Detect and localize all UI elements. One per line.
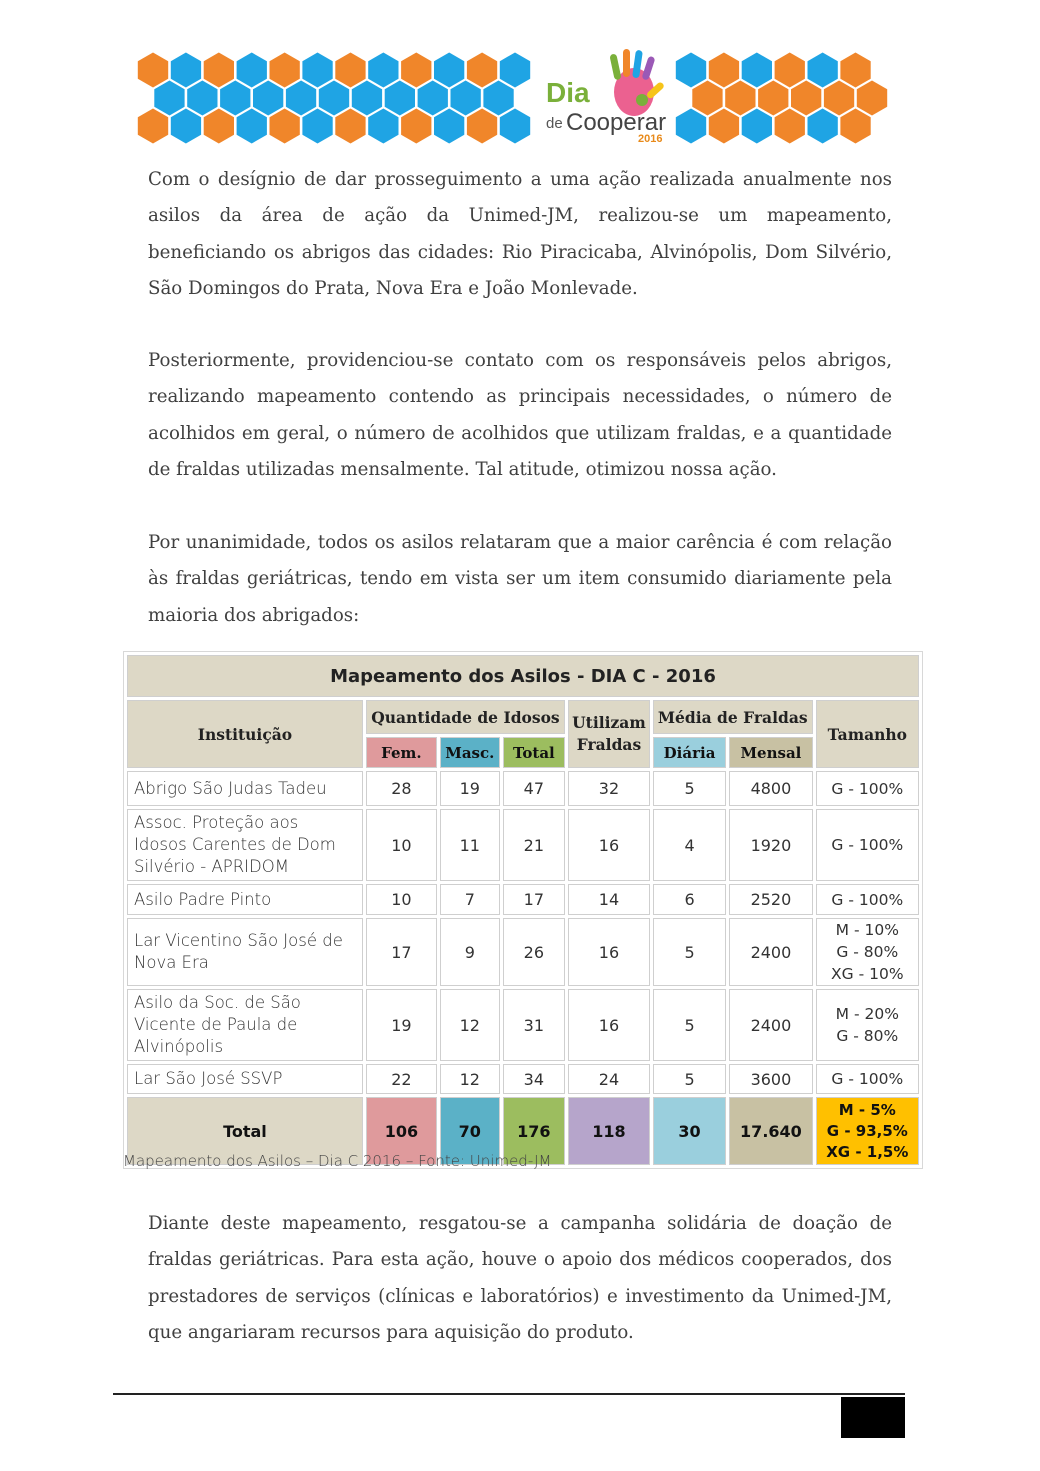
hexagon-pattern-left — [138, 53, 530, 144]
logo-cooperar-text: Cooperar — [566, 109, 667, 136]
cell-diaria: 5 — [653, 1064, 726, 1094]
cell-diaria: 6 — [653, 884, 726, 915]
hexagon-cell — [451, 81, 481, 116]
hand-logo-icon — [609, 49, 665, 116]
hexagon-cell — [220, 81, 250, 116]
cell-instituicao: Assoc. Proteção aos Idosos Carentes de Dom Silvério - APRIDOM — [127, 809, 363, 881]
hexagon-cell — [368, 53, 398, 88]
cell-masc: 11 — [440, 809, 500, 881]
cell-utilizam: 16 — [568, 918, 650, 986]
cell-fem: 10 — [366, 884, 437, 915]
hexagon-cell — [758, 81, 788, 116]
cell-tamanho: M - 20% G - 80% — [816, 989, 919, 1061]
cell-instituicao: Lar Vicentino São José de Nova Era — [127, 918, 363, 986]
logo-year-text: 2016 — [638, 133, 663, 145]
cell-fem: 17 — [366, 918, 437, 986]
total-diaria: 30 — [653, 1097, 726, 1165]
cell-total: 31 — [503, 989, 565, 1061]
paragraph-intro: Com o desígnio de dar prosseguimento a uma ação realizada anualmente nos asilos da área de ação da Unimed-JM, realizou-se um mapeamento, beneficiando os abrigos das cidades: Rio Piracicaba, Alvinópolis, Dom Silvério, São Domingos do Prata, Nova Era e João Monlevade. — [148, 169, 892, 299]
total-mensal: 17.640 — [729, 1097, 812, 1165]
cell-total: 47 — [503, 771, 565, 806]
header-tamanho: Tamanho — [816, 700, 919, 768]
paragraph-contact: Posteriormente, providenciou-se contato com os responsáveis pelos abrigos, realizando mapeamento contendo as principais necessidades, o número de acolhidos em geral, o número de acolhidos que utilizam fraldas, e a quantidade de fraldas utilizadas mensalmente. Tal atitude, otimizou nossa ação. — [148, 350, 892, 480]
hexagon-cell — [824, 81, 854, 116]
cell-masc: 19 — [440, 771, 500, 806]
table-row — [127, 918, 919, 986]
hexagon-cell — [775, 53, 805, 88]
hexagon-cell — [270, 53, 300, 88]
hexagon-cell — [302, 53, 332, 88]
table-title: Mapeamento dos Asilos - DIA C - 2016 — [127, 655, 919, 697]
hexagon-cell — [500, 53, 530, 88]
cell-masc: 12 — [440, 989, 500, 1061]
cell-mensal: 3600 — [729, 1064, 812, 1094]
cell-diaria: 5 — [653, 989, 726, 1061]
cell-diaria: 5 — [653, 918, 726, 986]
hexagon-cell — [808, 53, 838, 88]
header-utilizam-fraldas: Utilizam Fraldas — [568, 700, 650, 768]
logo-de-text: de — [546, 115, 563, 132]
logo-dia-text: Dia — [546, 77, 590, 108]
hexagon-cell — [237, 109, 267, 144]
total-total: 176 — [503, 1097, 565, 1165]
hexagon-cell — [500, 109, 530, 144]
hexagon-cell — [434, 53, 464, 88]
paragraph-campaign: Diante deste mapeamento, resgatou-se a campanha solidária de doação de fraldas geriátricas. Para esta ação, houve o apoio dos médicos cooperados, dos prestadores de serviços (clínicas e laboratórios) e investimento da Unimed-JM, que angariaram recursos para aquisição do produto. — [148, 1213, 892, 1343]
cell-fem: 28 — [366, 771, 437, 806]
hexagon-cell — [171, 109, 201, 144]
hexagon-cell — [154, 81, 184, 116]
hexagon-cell — [840, 109, 870, 144]
hexagon-cell — [742, 53, 772, 88]
hexagon-cell — [709, 109, 739, 144]
cell-mensal: 4800 — [729, 771, 812, 806]
hexagon-cell — [368, 109, 398, 144]
cell-instituicao: Lar São José SSVP — [127, 1064, 363, 1094]
cell-utilizam: 16 — [568, 809, 650, 881]
cell-total: 26 — [503, 918, 565, 986]
cell-masc: 12 — [440, 1064, 500, 1094]
cell-fem: 19 — [366, 989, 437, 1061]
table-caption: Mapeamento dos Asilos – Dia C 2016 – Fonte: Unimed-JM — [123, 1152, 552, 1170]
asylum-mapping-table — [123, 651, 923, 1169]
hexagon-cell — [840, 53, 870, 88]
cell-utilizam: 32 — [568, 771, 650, 806]
paragraph-needs: Por unanimidade, todos os asilos relataram que a maior carência é com relação às fraldas geriátricas, tendo em vista ser um item consumido diariamente pela maioria dos abrigados: — [148, 532, 892, 626]
cell-tamanho: M - 10% G - 80% XG - 10% — [816, 918, 919, 986]
hexagon-cell — [725, 81, 755, 116]
cell-mensal: 1920 — [729, 809, 812, 881]
hexagon-cell — [237, 53, 267, 88]
dia-de-cooperar-banner — [136, 46, 896, 146]
cell-diaria: 5 — [653, 771, 726, 806]
hexagon-cell — [401, 109, 431, 144]
hexagon-pattern-right — [676, 53, 887, 144]
footer-rule — [113, 1393, 905, 1395]
cell-mensal: 2400 — [729, 989, 812, 1061]
header-quantidade-idosos: Quantidade de Idosos — [366, 700, 565, 734]
cell-mensal: 2400 — [729, 918, 812, 986]
hexagon-cell — [467, 53, 497, 88]
hexagon-cell — [270, 109, 300, 144]
hexagon-cell — [253, 81, 283, 116]
page-number-box — [841, 1397, 905, 1438]
hexagon-cell — [857, 81, 887, 116]
cell-instituicao: Asilo Padre Pinto — [127, 884, 363, 915]
cell-tamanho: G - 100% — [816, 1064, 919, 1094]
hexagon-cell — [171, 53, 201, 88]
hexagon-cell — [187, 81, 217, 116]
table-row — [127, 1064, 919, 1094]
total-fem: 106 — [366, 1097, 437, 1165]
cell-utilizam: 24 — [568, 1064, 650, 1094]
hexagon-cell — [676, 109, 706, 144]
cell-total: 21 — [503, 809, 565, 881]
hexagon-cell — [352, 81, 382, 116]
hexagon-cell — [319, 81, 349, 116]
hexagon-cell — [401, 53, 431, 88]
cell-masc: 9 — [440, 918, 500, 986]
hexagon-cell — [791, 81, 821, 116]
hexagon-cell — [467, 109, 497, 144]
cell-mensal: 2520 — [729, 884, 812, 915]
total-label: Total — [127, 1097, 363, 1165]
hexagon-cell — [286, 81, 316, 116]
hexagon-cell — [204, 53, 234, 88]
header-media-fraldas: Média de Fraldas — [653, 700, 813, 734]
cell-fem: 10 — [366, 809, 437, 881]
header-diaria: Diária — [653, 737, 726, 768]
hexagon-cell — [808, 109, 838, 144]
cell-tamanho: G - 100% — [816, 884, 919, 915]
hexagon-cell — [335, 53, 365, 88]
total-utilizam: 118 — [568, 1097, 650, 1165]
cell-fem: 22 — [366, 1064, 437, 1094]
cell-total: 17 — [503, 884, 565, 915]
header-total: Total — [503, 737, 565, 768]
cell-instituicao: Asilo da Soc. de São Vicente de Paula de Alvinópolis — [127, 989, 363, 1061]
header-mensal: Mensal — [729, 737, 812, 768]
hexagon-cell — [676, 53, 706, 88]
table-row — [127, 771, 919, 806]
header-fem: Fem. — [366, 737, 437, 768]
header-masc: Masc. — [440, 737, 500, 768]
hexagon-cell — [434, 109, 464, 144]
hexagon-cell — [204, 109, 234, 144]
cell-instituicao: Abrigo São Judas Tadeu — [127, 771, 363, 806]
cell-masc: 7 — [440, 884, 500, 915]
hexagon-cell — [302, 109, 332, 144]
table-row — [127, 884, 919, 915]
cell-total: 34 — [503, 1064, 565, 1094]
table-row — [127, 989, 919, 1061]
header-instituicao: Instituição — [127, 700, 363, 768]
hexagon-cell — [418, 81, 448, 116]
total-masc: 70 — [440, 1097, 500, 1165]
hexagon-cell — [692, 81, 722, 116]
hexagon-cell — [138, 53, 168, 88]
cell-utilizam: 14 — [568, 884, 650, 915]
hexagon-cell — [138, 109, 168, 144]
hexagon-cell — [709, 53, 739, 88]
total-tamanho: M - 5% G - 93,5% XG - 1,5% — [816, 1097, 919, 1165]
hexagon-cell — [742, 109, 772, 144]
table-row — [127, 809, 919, 881]
hexagon-cell — [775, 109, 805, 144]
cell-tamanho: G - 100% — [816, 809, 919, 881]
cell-tamanho: G - 100% — [816, 771, 919, 806]
cell-utilizam: 16 — [568, 989, 650, 1061]
cell-diaria: 4 — [653, 809, 726, 881]
hexagon-cell — [335, 109, 365, 144]
hexagon-cell — [483, 81, 513, 116]
hexagon-cell — [385, 81, 415, 116]
